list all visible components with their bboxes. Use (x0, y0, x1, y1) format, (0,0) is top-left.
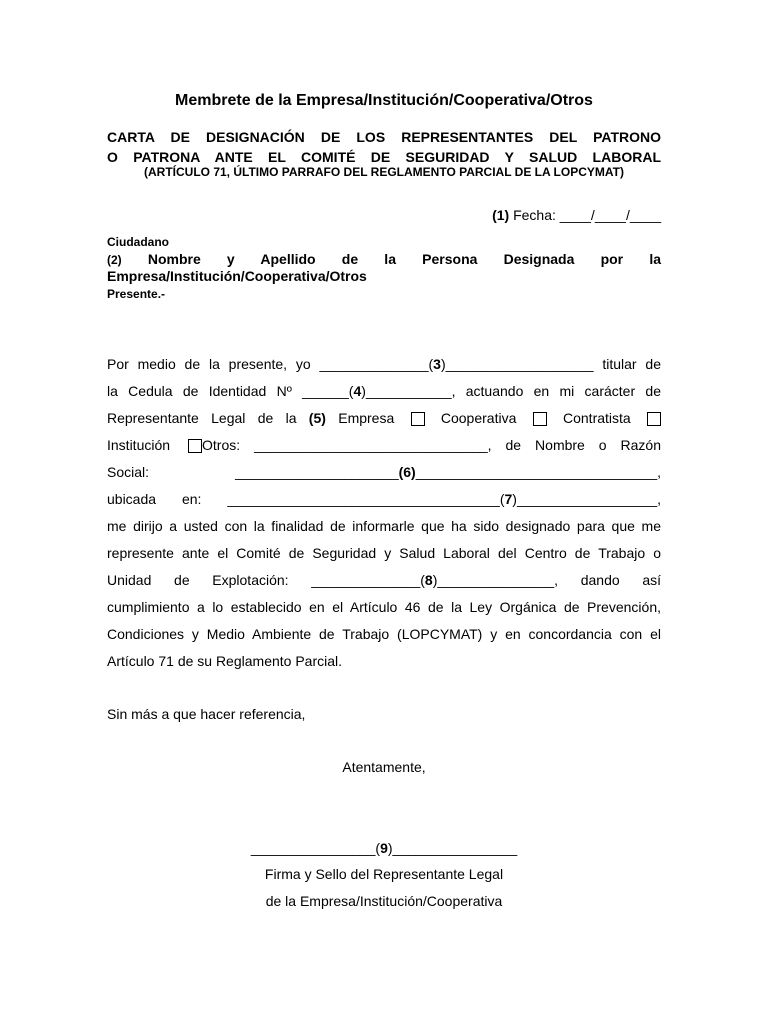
addressee-number: (2) (107, 253, 122, 267)
cooperativa-checkbox[interactable] (533, 412, 547, 426)
field-number-7: 7 (504, 491, 513, 507)
signature-caption-1: Firma y Sello del Representante Legal (264, 866, 504, 882)
body-line-10: cumplimiento a lo establecido en el Artículo 46 de la Ley Orgánica de Prevención, (107, 599, 661, 615)
body-line-6-text-b: )__________________, (512, 491, 661, 507)
addressee-name-text: Nombre y Apellido de la Persona Designada por la (121, 251, 661, 267)
option-institucion-label: Institución (107, 437, 171, 453)
body-line-2-text-a: la Cedula de Identidad Nº ______( (107, 383, 354, 399)
body-line-6 (107, 491, 661, 507)
body-line-5-blank-a: _____________________ (235, 464, 399, 480)
body-line-4 (107, 437, 661, 453)
empresa-checkbox[interactable] (411, 412, 425, 426)
option-cooperativa-label: Cooperativa (440, 410, 517, 426)
body-line-3-text: Representante Legal de la (107, 410, 309, 426)
field-number-9: 9 (380, 840, 388, 856)
document-title-line-1: CARTA DE DESIGNACIÓN DE LOS REPRESENTANTES DEL PATRONO (107, 129, 661, 145)
option-empresa-label: Empresa (325, 410, 395, 426)
sign-off: Atentamente, (342, 759, 426, 775)
body-line-1 (107, 356, 661, 372)
body-line-7: me dirijo a usted con la finalidad de informarle que ha sido designado para que me (107, 518, 661, 534)
signature-line (0, 840, 768, 856)
salutation: Ciudadano (107, 235, 169, 249)
body-line-3 (107, 410, 661, 426)
signature-caption-2: de la Empresa/Institución/Cooperativa (265, 893, 503, 909)
document-title-line-2: O PATRONA ANTE EL COMITÉ DE SEGURIDAD Y SALUD LABORAL (107, 149, 661, 165)
body-line-9-text-a: Unidad de Explotación: ______________( (107, 572, 425, 588)
body-line-11: Condiciones y Medio Ambiente de Trabajo (LOPCYMAT) y en concordancia con el (107, 626, 661, 642)
signature-blank-b: )________________ (387, 840, 518, 856)
body-line-9-text-b: )_______________, dando así (432, 572, 662, 588)
addressee-name-line-2: Empresa/Institución/Cooperativa/Otros (107, 268, 367, 284)
field-number-5: (5) (308, 410, 326, 426)
body-line-5-field (235, 464, 661, 480)
option-contratista-label: Contratista (563, 410, 631, 426)
date-field-label: Fecha: ____/____/____ (509, 207, 661, 223)
body-line-1-text-b: )___________________ titular de (440, 356, 661, 372)
body-line-2-text-b: )___________, actuando en mi carácter de (361, 383, 661, 399)
field-number-3: 3 (433, 356, 441, 372)
body-line-2 (107, 383, 661, 399)
body-line-5 (107, 464, 661, 480)
field-number-4: 4 (353, 383, 362, 399)
body-line-5-blank-b: _______________________________, (415, 464, 661, 480)
body-line-9 (107, 572, 661, 588)
addressee-name-line-1 (107, 251, 661, 267)
body-line-6-text-a: ubicada en: ___________________________________( (107, 491, 505, 507)
article-reference: (ARTÍCULO 71, ÚLTIMO PARRAFO DEL REGLAMENTO PARCIAL DE LA LOPCYMAT) (144, 165, 624, 179)
institucion-checkbox[interactable] (188, 439, 202, 453)
field-number-8: 8 (424, 572, 433, 588)
body-line-8: represente ante el Comité de Seguridad y Salud Laboral del Centro de Trabajo o (107, 545, 661, 561)
signature-blank-a: ________________( (250, 840, 381, 856)
body-line-1-text-a: Por medio de la presente, yo ______________( (107, 356, 434, 372)
option-otros-label: Otros: ______________________________, de Nombre o Razón (202, 437, 662, 453)
contratista-checkbox[interactable] (647, 412, 661, 426)
field-number-6: (6) (398, 464, 416, 480)
closing-phrase: Sin más a que hacer referencia, (107, 706, 306, 722)
date-field-number: (1) (492, 207, 510, 223)
body-line-5-social: Social: (107, 464, 150, 480)
body-line-12: Artículo 71 de su Reglamento Parcial. (107, 653, 343, 669)
date-field (492, 207, 661, 223)
presente-label: Presente.- (107, 287, 166, 301)
letterhead-title: Membrete de la Empresa/Institución/Cooperativa/Otros (175, 92, 593, 109)
